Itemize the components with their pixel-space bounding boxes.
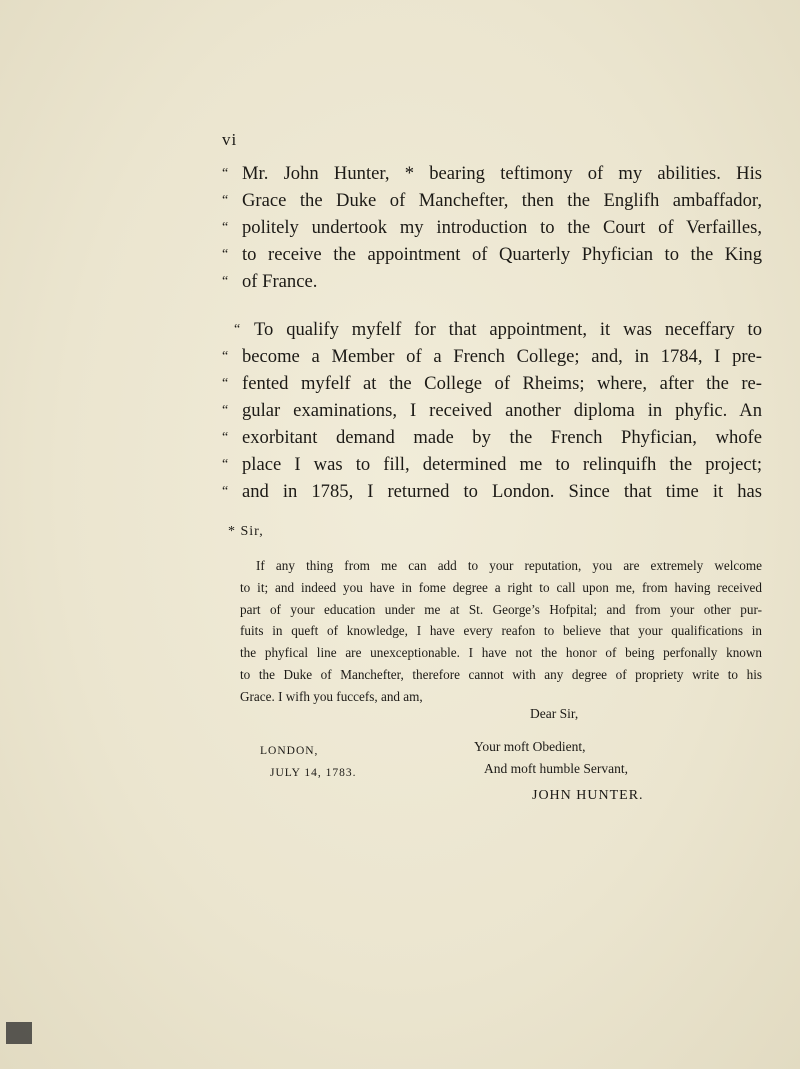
line-text: of France. xyxy=(242,271,318,292)
quote-mark: “ xyxy=(222,166,229,181)
quote-mark: “ xyxy=(222,376,229,391)
line-text: fented myfelf at the College of Rheims; where, after the re- xyxy=(242,373,762,394)
line-text: gular examinations, I received another diploma in phyfic. An xyxy=(242,400,762,421)
line-text: place I was to fill, determined me to relinquifh the project; xyxy=(242,454,762,475)
text-line xyxy=(222,214,762,241)
valediction-line: Your moft Obedient, xyxy=(474,739,586,754)
line-text: exorbitant demand made by the French Phyfician, whofe xyxy=(242,427,762,448)
footnote-line: Grace. I wifh you fuccefs, and am, xyxy=(240,688,423,704)
text-line xyxy=(222,160,762,187)
quote-mark: “ xyxy=(222,430,229,445)
letter-place: LONDON, xyxy=(260,745,319,757)
letter-valediction xyxy=(474,736,628,780)
text-line xyxy=(222,187,762,214)
text-line xyxy=(222,478,762,505)
valediction-line: And moft humble Servant, xyxy=(484,761,628,776)
quote-mark: “ xyxy=(222,247,229,262)
quote-mark: “ xyxy=(234,322,241,337)
footnote-line: fuits in queft of knowledge, I have every reafon to believe that your qualifications in xyxy=(240,623,762,639)
line-text: Grace the Duke of Manchefter, then the Englifh ambaffador, xyxy=(242,190,762,211)
text-line xyxy=(222,370,762,397)
letter-signature: JOHN HUNTER. xyxy=(532,788,644,803)
paragraph-gap xyxy=(222,295,762,316)
footnote-line: part of your education under me at St. George’s Hofpital; and from your other pur- xyxy=(240,601,762,617)
page-number: vi xyxy=(222,130,238,149)
footnote-salutation: * Sir, xyxy=(228,524,264,539)
text-line xyxy=(222,316,762,343)
line-text: To qualify myfelf for that appointment, it was neceffary to xyxy=(254,319,762,340)
footnote-line: the phyfical line are unexceptionable. I have not the honor of being perfonally known xyxy=(240,645,762,661)
text-line xyxy=(222,451,762,478)
quote-mark: “ xyxy=(222,220,229,235)
line-text: to receive the appointment of Quarterly Phyfician to the King xyxy=(242,244,762,265)
footnote-line: to the Duke of Manchefter, therefore cannot with any degree of propriety write to his xyxy=(240,666,762,682)
quote-mark: “ xyxy=(222,349,229,364)
line-text: politely undertook my introduction to the Court of Verfailles, xyxy=(242,217,762,238)
footnote-letter xyxy=(240,555,762,708)
line-text: become a Member of a French College; and, in 1784, I pre- xyxy=(242,346,762,367)
quote-mark: “ xyxy=(222,274,229,289)
quote-mark: “ xyxy=(222,457,229,472)
text-line xyxy=(222,241,762,268)
quote-mark: “ xyxy=(222,484,229,499)
main-text xyxy=(222,160,762,505)
footnote-line: to it; and indeed you have in fome degree a right to call upon me, from having received xyxy=(240,579,762,595)
quote-mark: “ xyxy=(222,403,229,418)
text-line xyxy=(222,424,762,451)
line-text: Mr. John Hunter, * bearing teftimony of my abilities. His xyxy=(242,163,762,184)
letter-place-date xyxy=(260,740,357,784)
line-text: and in 1785, I returned to London. Since that time it has xyxy=(242,481,762,502)
quote-mark: “ xyxy=(222,193,229,208)
text-line xyxy=(222,343,762,370)
text-line xyxy=(222,268,762,295)
text-line xyxy=(222,397,762,424)
library-stamp-mark xyxy=(6,1022,32,1044)
footnote-line: If any thing from me can add to your reputation, you are extremely welcome xyxy=(256,558,762,573)
letter-date: JULY 14, 1783. xyxy=(270,767,357,779)
letter-closing: Dear Sir, xyxy=(530,706,579,721)
